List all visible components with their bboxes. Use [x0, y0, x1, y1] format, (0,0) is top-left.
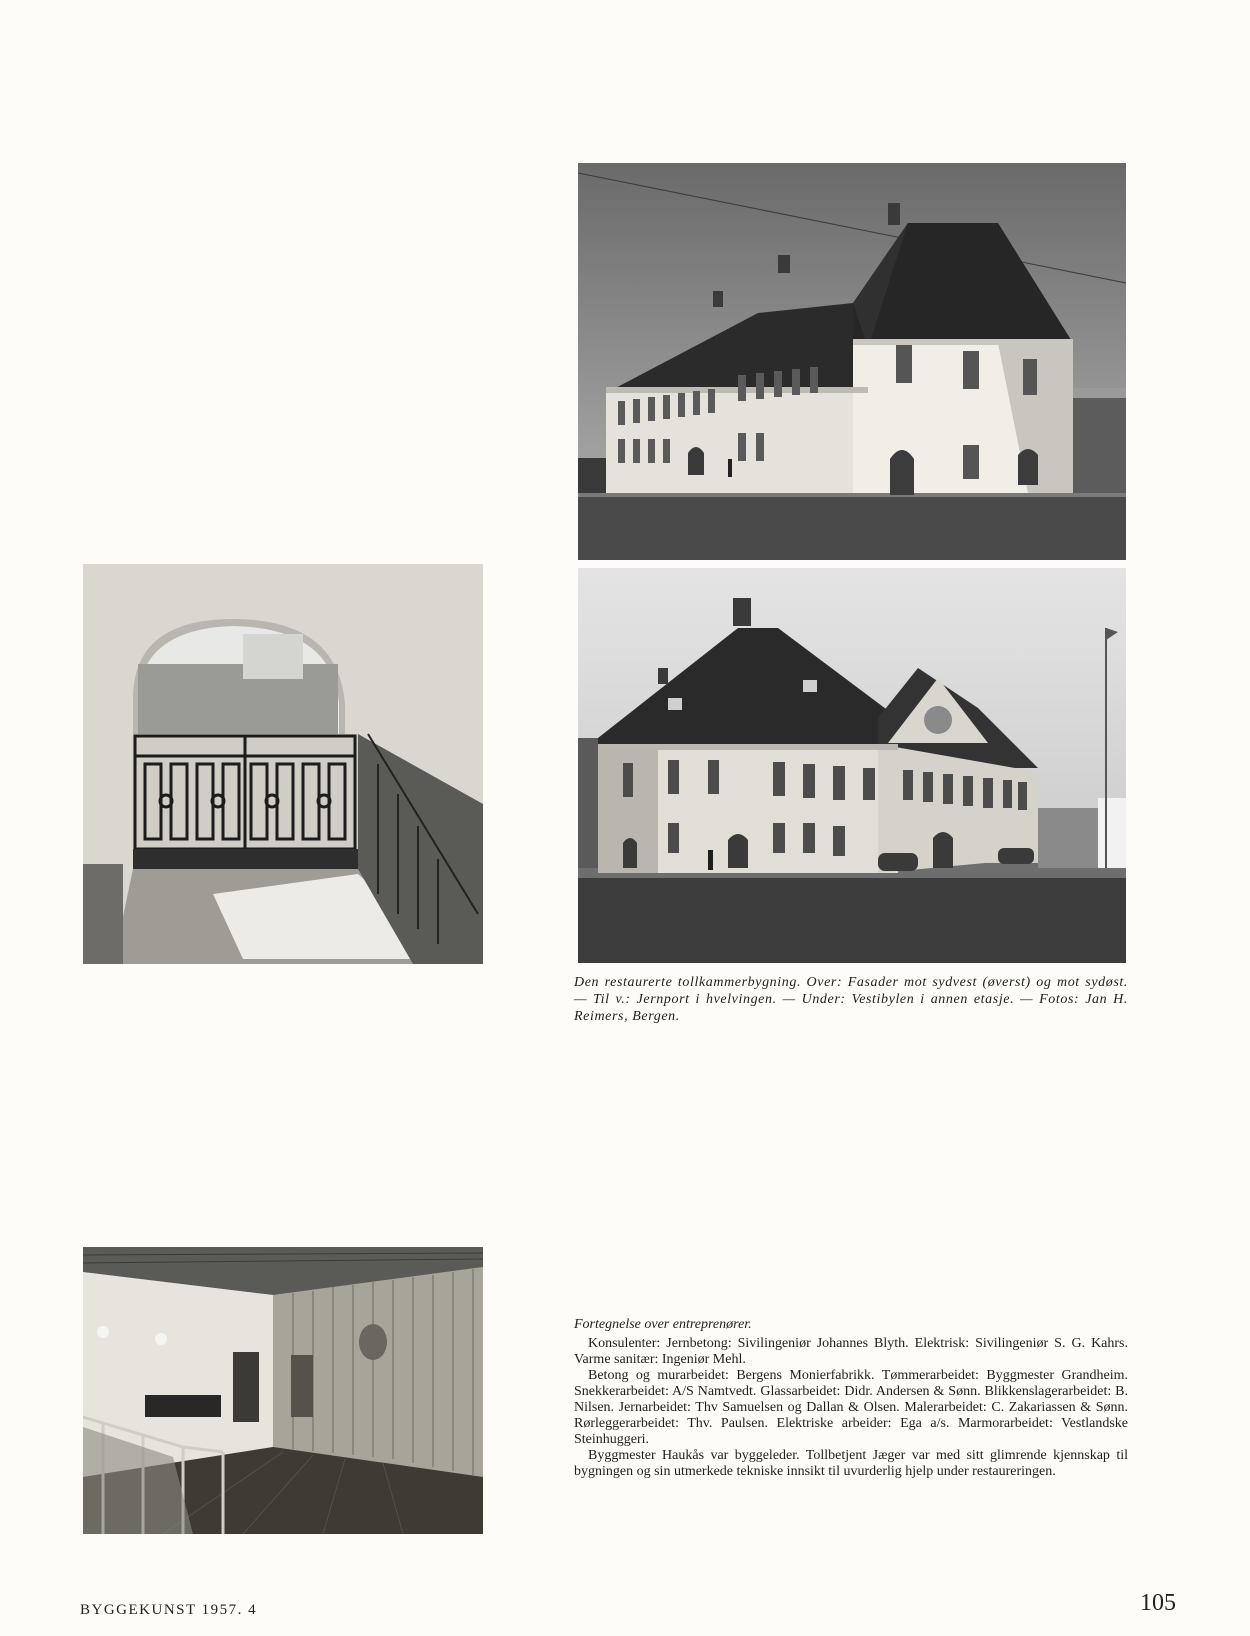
contractors-paragraph: Betong og murarbeidet: Bergens Monierfabrikk. Tømmerarbeidet: Byggmester Grandheim. Snekkerarbeidet: A/S Namtvedt. Glassarbeidet: Didr. Andersen & Sønn. Blikkenslagerarbeidet: B. Nilsen. Jernarbeidet: Thv Samuelsen og Dallan & Olsen. Malerarbeidet: C. Zakariassen & Sønn. Rørleggerarbeidet: Thv. Paulsen. Elektriske arbeider: Ega a/s. Marmorarbeidet: Vestlandske Steinhuggeri.	[574, 1368, 1128, 1447]
contractors-section	[574, 1317, 1128, 1480]
publication-footer: BYGGEKUNST 1957. 4	[80, 1602, 258, 1618]
contractors-heading: Fortegnelse over entreprenører.	[574, 1317, 752, 1332]
photo-iron-gate	[83, 564, 483, 964]
building-southwest-image	[578, 163, 1126, 560]
iron-gate-image	[83, 564, 483, 964]
photo-caption: Den restaurerte tollkammerbygning. Over: Fasader mot sydvest (øverst) og mot sydøst. — Til v.: Jernport i hvelvingen. — Under: Vestibylen i annen etasje. — Fotos: Jan H. Reimers, Bergen.	[574, 975, 1128, 1024]
contractors-paragraph: Byggmester Haukås var byggeleder. Tollbetjent Jæger var med sitt glimrende kjennskap til bygningen og sin utmerkede tekniske innsikt til uvurderlig hjelp under restaureringen.	[574, 1448, 1128, 1479]
photo-vestibule	[83, 1247, 483, 1534]
photo-building-southeast	[578, 568, 1126, 963]
page-number: 105	[1140, 1590, 1176, 1616]
building-southeast-image	[578, 568, 1126, 963]
photo-building-southwest	[578, 163, 1126, 560]
contractors-paragraph: Konsulenter: Jernbetong: Sivilingeniør Johannes Blyth. Elektrisk: Sivilingeniør S. G. Kahrs. Varme sanitær: Ingeniør Mehl.	[574, 1336, 1128, 1367]
vestibule-image	[83, 1247, 483, 1534]
